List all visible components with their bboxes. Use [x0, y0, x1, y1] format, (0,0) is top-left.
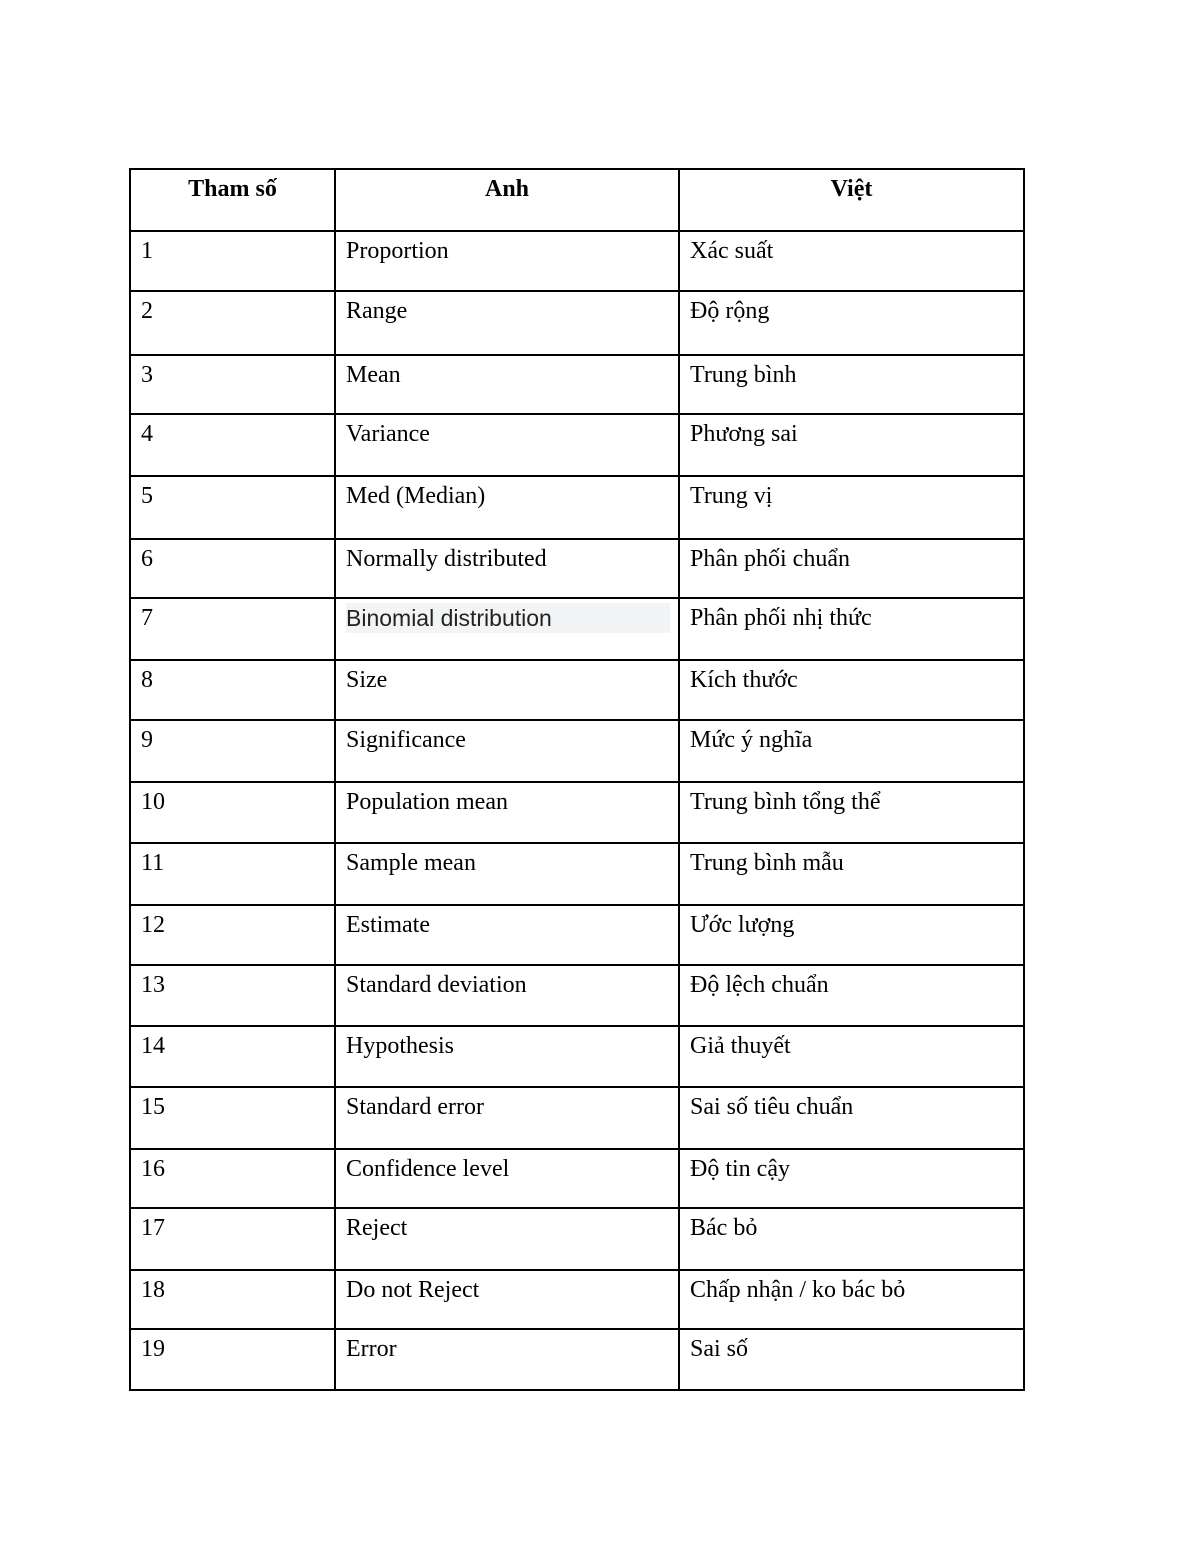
row-number: 9	[130, 720, 335, 782]
table-row	[130, 291, 1024, 355]
row-number: 2	[130, 291, 335, 355]
row-number: 16	[130, 1149, 335, 1208]
table-row	[130, 1329, 1024, 1390]
row-number: 7	[130, 598, 335, 660]
header-parameter: Tham số	[130, 169, 335, 231]
table-row	[130, 720, 1024, 782]
header-english: Anh	[335, 169, 679, 231]
term-english: Standard deviation	[335, 965, 679, 1026]
term-english: Mean	[335, 355, 679, 414]
row-number: 3	[130, 355, 335, 414]
header-row	[130, 169, 1024, 231]
table-row	[130, 1026, 1024, 1087]
row-number: 13	[130, 965, 335, 1026]
term-vietnamese: Phân phối nhị thức	[679, 598, 1024, 660]
term-english: Confidence level	[335, 1149, 679, 1208]
row-number: 17	[130, 1208, 335, 1270]
term-english: Do not Reject	[335, 1270, 679, 1329]
glossary-table	[129, 168, 1025, 1391]
table-row	[130, 905, 1024, 965]
row-number: 12	[130, 905, 335, 965]
term-vietnamese: Ước lượng	[679, 905, 1024, 965]
term-english: Normally distributed	[335, 539, 679, 598]
term-english: Proportion	[335, 231, 679, 291]
table-row	[130, 1149, 1024, 1208]
term-english: Population mean	[335, 782, 679, 843]
term-english: Size	[335, 660, 679, 720]
row-number: 11	[130, 843, 335, 905]
row-number: 4	[130, 414, 335, 476]
glossary-body	[130, 231, 1024, 1390]
term-vietnamese: Sai số	[679, 1329, 1024, 1390]
table-row	[130, 1087, 1024, 1149]
table-row	[130, 782, 1024, 843]
row-number: 1	[130, 231, 335, 291]
term-vietnamese: Phương sai	[679, 414, 1024, 476]
row-number: 5	[130, 476, 335, 539]
term-vietnamese: Bác bỏ	[679, 1208, 1024, 1270]
table-row	[130, 1208, 1024, 1270]
term-vietnamese: Xác suất	[679, 231, 1024, 291]
term-vietnamese: Trung vị	[679, 476, 1024, 539]
table-row	[130, 1270, 1024, 1329]
term-english: Error	[335, 1329, 679, 1390]
row-number: 8	[130, 660, 335, 720]
row-number: 10	[130, 782, 335, 843]
table-row	[130, 965, 1024, 1026]
table-row	[130, 660, 1024, 720]
term-vietnamese: Độ rộng	[679, 291, 1024, 355]
header-vietnamese: Việt	[679, 169, 1024, 231]
term-vietnamese: Trung bình	[679, 355, 1024, 414]
row-number: 18	[130, 1270, 335, 1329]
term-vietnamese: Giả thuyết	[679, 1026, 1024, 1087]
term-english: Standard error	[335, 1087, 679, 1149]
term-english	[335, 598, 679, 660]
term-english: Sample mean	[335, 843, 679, 905]
term-english: Hypothesis	[335, 1026, 679, 1087]
term-vietnamese: Kích thước	[679, 660, 1024, 720]
term-vietnamese: Chấp nhận / ko bác bỏ	[679, 1270, 1024, 1329]
term-english: Med (Median)	[335, 476, 679, 539]
table-row	[130, 539, 1024, 598]
row-number: 6	[130, 539, 335, 598]
row-number: 15	[130, 1087, 335, 1149]
table-row	[130, 843, 1024, 905]
term-english: Variance	[335, 414, 679, 476]
term-english: Estimate	[335, 905, 679, 965]
table-row	[130, 476, 1024, 539]
row-number: 19	[130, 1329, 335, 1390]
row-number: 14	[130, 1026, 335, 1087]
table-row	[130, 414, 1024, 476]
term-vietnamese: Trung bình mẫu	[679, 843, 1024, 905]
term-vietnamese: Mức ý nghĩa	[679, 720, 1024, 782]
term-english: Range	[335, 291, 679, 355]
term-vietnamese: Trung bình tổng thể	[679, 782, 1024, 843]
table-row	[130, 598, 1024, 660]
term-english: Reject	[335, 1208, 679, 1270]
term-vietnamese: Phân phối chuẩn	[679, 539, 1024, 598]
term-english: Significance	[335, 720, 679, 782]
table-row	[130, 355, 1024, 414]
highlighted-term: Binomial distribution	[346, 603, 670, 633]
table-row	[130, 231, 1024, 291]
term-vietnamese: Độ tin cậy	[679, 1149, 1024, 1208]
term-vietnamese: Sai số tiêu chuẩn	[679, 1087, 1024, 1149]
term-vietnamese: Độ lệch chuẩn	[679, 965, 1024, 1026]
